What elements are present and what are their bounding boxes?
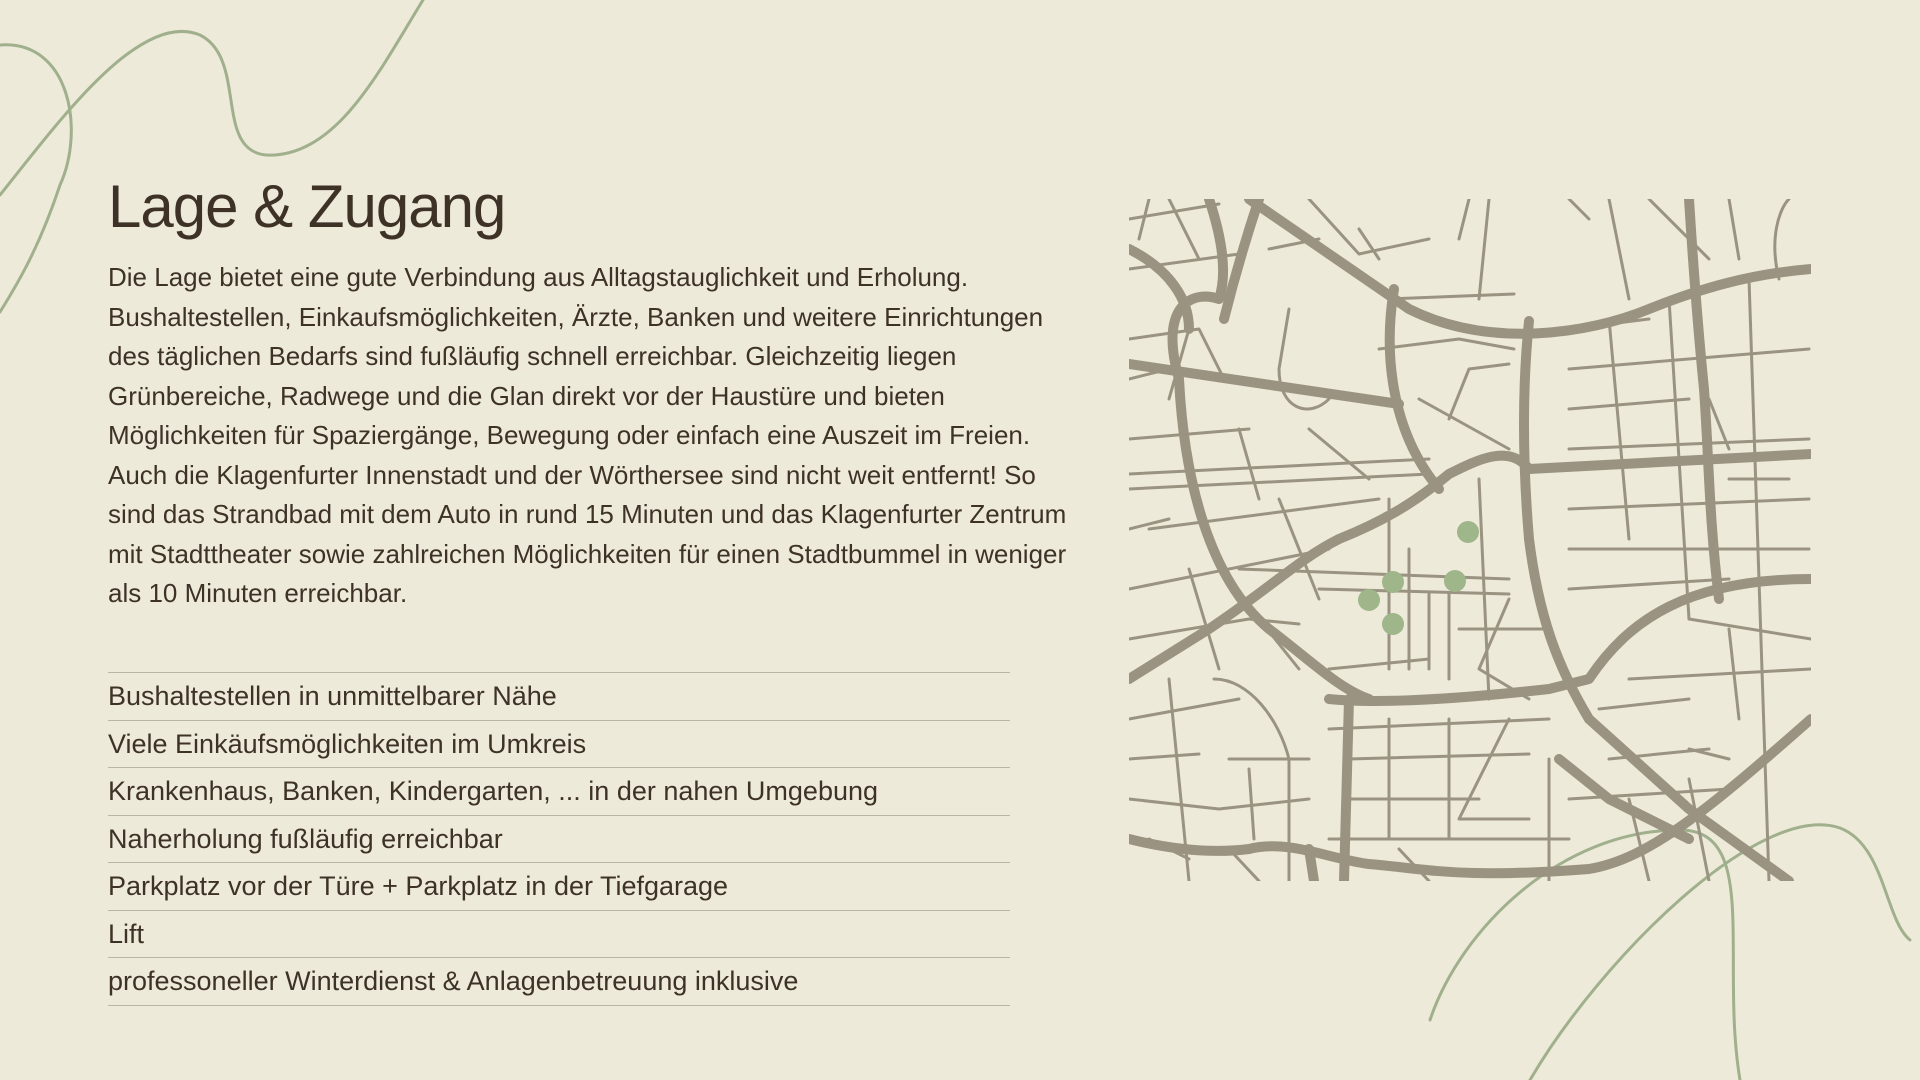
feature-item-shopping: Viele Einkäufsmöglichkeiten im Umkreis: [108, 721, 1010, 769]
map-location-markers: [1358, 521, 1479, 635]
feature-list: [108, 672, 1010, 1006]
location-dot-icon: [1358, 589, 1380, 611]
feature-item-services: Krankenhaus, Banken, Kindergarten, ... in der nahen Umgebung: [108, 768, 1010, 816]
decorative-curve-top-left-1: [0, 45, 71, 312]
feature-item-bus: Bushaltestellen in unmittelbarer Nähe: [108, 673, 1010, 721]
location-dot-icon: [1382, 571, 1404, 593]
feature-item-parking: Parkplatz vor der Türe + Parkplatz in der Tiefgarage: [108, 863, 1010, 911]
intro-paragraph: Die Lage bietet eine gute Verbindung aus Alltagstauglichkeit und Erholung. Bushaltestellen, Einkaufsmöglichkeiten, Ärzte, Banken und weitere Einrichtungen des täglichen Bedarfs sind fußläufig schnell erreichbar. Gleichzeitig liegen Grünbereiche, Radwege und die Glan direkt vor der Haustüre und bieten Möglichkeiten für Spaziergänge, Bewegung oder einfach eine Auszeit im Freien. Auch die Klagenfurter Innenstadt und der Wörthersee sind nicht weit entfernt! So sind das Strandbad mit dem Auto in rund 15 Minuten und das Klagenfurter Zentrum mit Stadttheater sowie zahlreichen Möglichkeiten für einen Stadtbummel in weniger als 10 Minuten erreichbar.: [108, 262, 1067, 608]
location-dot-icon: [1457, 521, 1479, 543]
page-title: Lage & Zugang: [108, 173, 506, 240]
feature-item-maintenance: professoneller Winterdienst & Anlagenbetreuung inklusive: [108, 958, 1010, 1006]
feature-item-recreation: Naherholung fußläufig erreichbar: [108, 816, 1010, 864]
decorative-curve-top-left-2: [0, 0, 423, 195]
street-map-illustration: [1129, 199, 1811, 881]
location-dot-icon: [1382, 613, 1404, 635]
location-dot-icon: [1444, 570, 1466, 592]
feature-item-lift: Lift: [108, 911, 1010, 959]
